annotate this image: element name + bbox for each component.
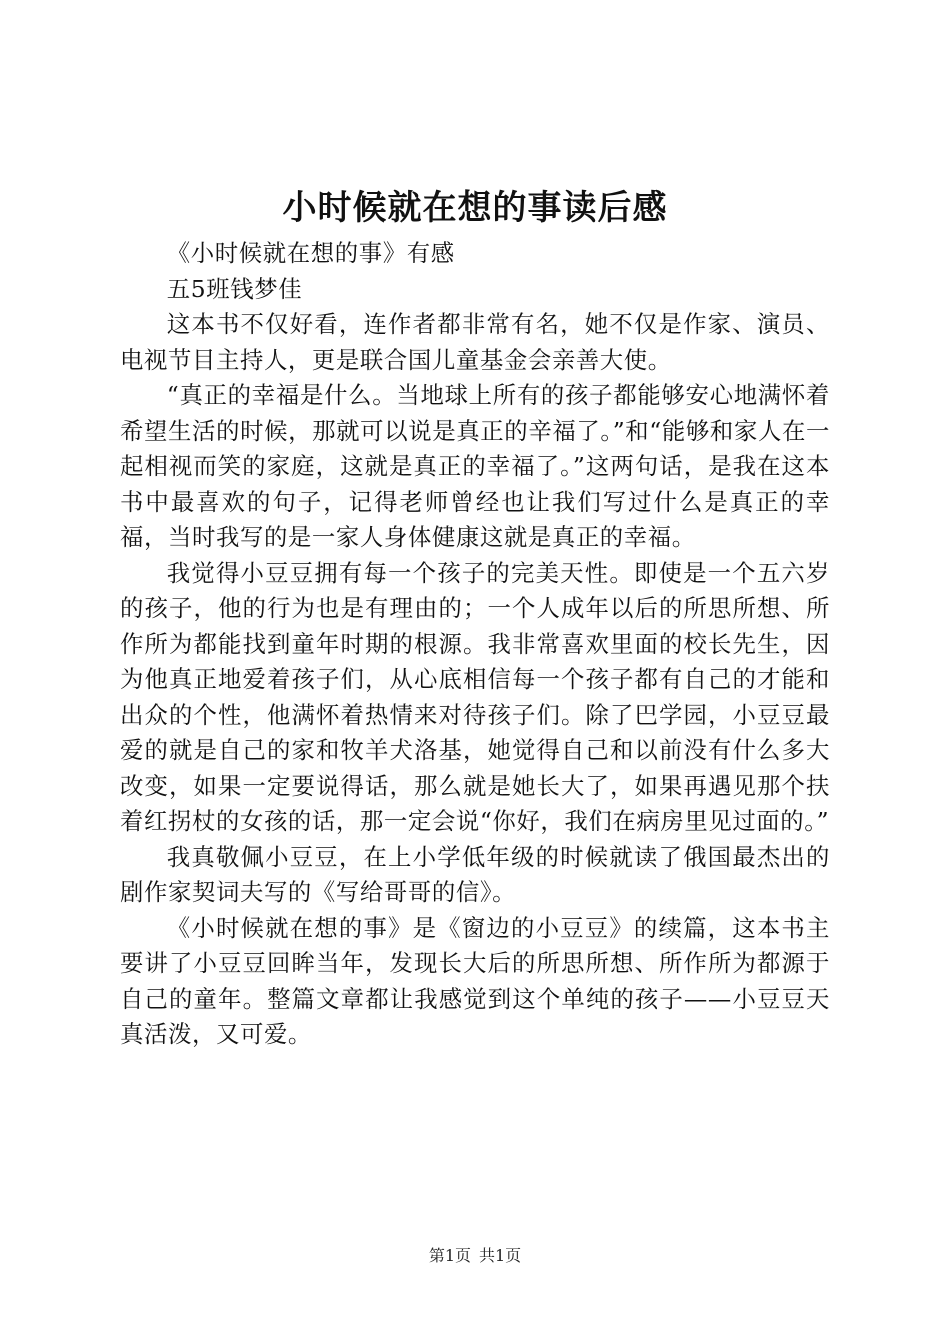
page-number-current: 第1页 <box>428 1246 471 1265</box>
paragraph-body: “真正的幸福是什么。当地球上所有的孩子都能够安心地满怀着希望生活的时候，那就可以说是真正的辛福了。”和“能够和家人在一起相视而笑的家庭，这就是真正的幸福了。”这两句话，是我在这本书中最喜欢的句子，记得老师曾经也让我们写过什么是真正的幸福，当时我写的是一家人身体健康这就是真正的幸福。 <box>120 381 830 551</box>
paragraph-author: 五5班钱梦佳 <box>166 274 303 303</box>
document-title: 小时候就在想的事读后感 <box>282 188 668 228</box>
paragraph-book-title: 《小时候就在想的事》有感 <box>166 239 455 267</box>
page-footer <box>0 1244 950 1268</box>
document-body <box>120 236 830 1053</box>
page-number-total: 共1页 <box>479 1246 522 1265</box>
paragraph-body: 这本书不仅好看，连作者都非常有名，她不仅是作家、演员、电视节目主持人，更是联合国儿童基金会亲善大使。 <box>120 310 830 374</box>
paragraph-body: 我觉得小豆豆拥有每一个孩子的完美天性。即使是一个五六岁的孩子，他的行为也是有理由的；一个人成年以后的所思所想、所作所为都能找到童年时期的根源。我非常喜欢里面的校长先生，因为他真正地爱着孩子们，从心底相信每一个孩子都有自己的才能和出众的个性，他满怀着热情来对待孩子们。除了巴学园，小豆豆最爱的就是自己的家和牧羊犬洛基，她觉得自己和以前没有什么多大改变，如果一定要说得话，那么就是她长大了，如果再遇见那个扶着红拐杖的女孩的话，那一定会说“你好，我们在病房里见过面的。” <box>120 558 830 835</box>
paragraph-body: 《小时候就在想的事》是《窗边的小豆豆》的续篇，这本书主要讲了小豆豆回眸当年，发现长大后的所思所想、所作所为都源于自己的童年。整篇文章都让我感觉到这个单纯的孩子——小豆豆天真活泼，又可爱。 <box>120 913 830 1048</box>
paragraph-body: 我真敬佩小豆豆，在上小学低年级的时候就读了俄国最杰出的剧作家契词夫写的《写给哥哥的信》。 <box>120 842 830 906</box>
